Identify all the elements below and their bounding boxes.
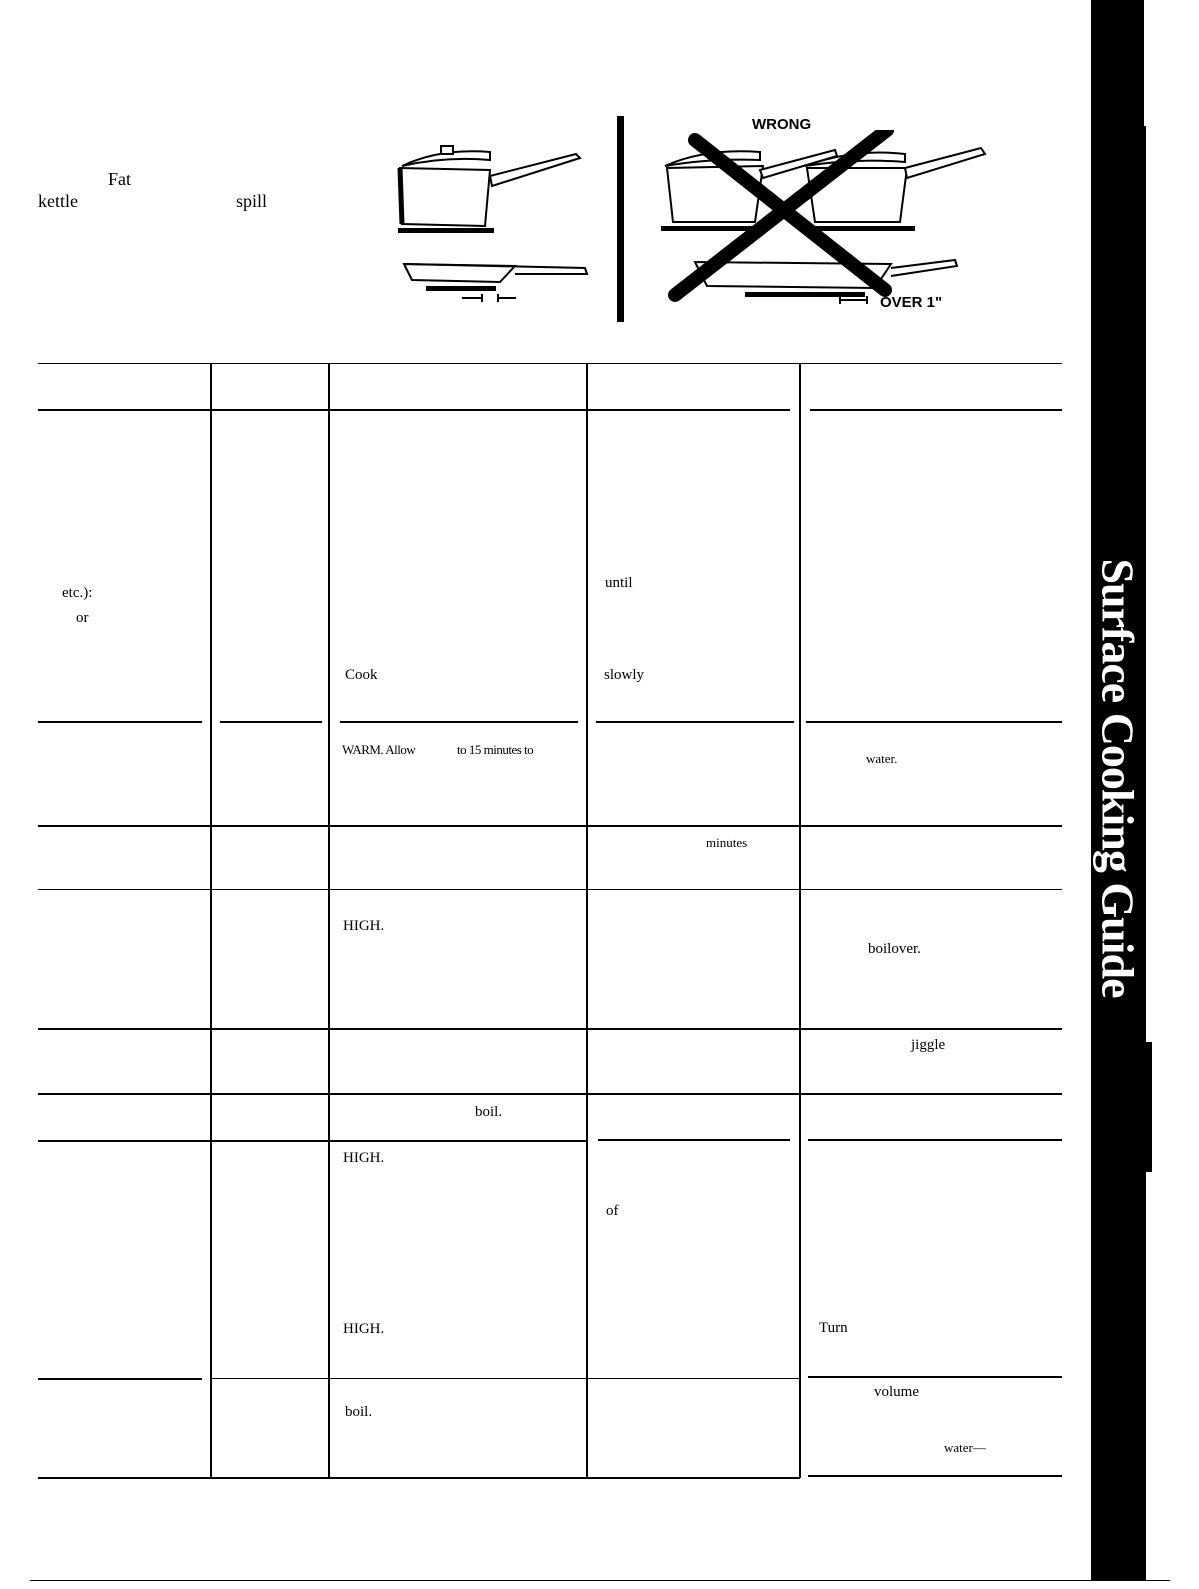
table-header-rule-right: [810, 409, 1062, 411]
table-fragment: boil.: [345, 1404, 373, 1420]
table-row-rule: [806, 721, 1062, 723]
table-row-rule: [210, 1378, 800, 1379]
side-tab-notch: [1144, 0, 1199, 126]
table-row-rule: [598, 1139, 790, 1141]
table-row-rule: [38, 1378, 202, 1380]
table-fragment: until: [605, 575, 633, 591]
table-row-rule: [38, 1140, 586, 1142]
table-bottom-rule: [38, 1477, 800, 1479]
table-fragment: or: [76, 610, 89, 626]
table-fragment: to 15 minutes to: [457, 742, 534, 757]
page-bottom-rule: [30, 1580, 1170, 1581]
table-fragment: water.: [866, 751, 898, 766]
table-row-rule: [38, 825, 1062, 827]
over-one-inch-label: OVER 1": [880, 294, 943, 311]
table-column-divider-1: [210, 364, 212, 1478]
table-bottom-rule: [808, 1475, 1062, 1477]
table-row-rule: [220, 721, 322, 723]
table-top-rule: [38, 363, 1062, 364]
intro-word-spill: spill: [236, 191, 268, 211]
intro-word-kettle: kettle: [38, 191, 78, 211]
table-fragment: HIGH.: [343, 918, 385, 934]
table-fragment: HIGH.: [343, 1150, 385, 1166]
wrong-cookware-illustration: [655, 130, 995, 310]
table-fragment: jiggle: [911, 1037, 946, 1053]
table-fragment: of: [606, 1203, 619, 1219]
table-column-divider-4: [799, 364, 801, 1478]
side-tab-title: Surface Cooking Guide: [1092, 558, 1144, 998]
table-fragment: etc.):: [62, 585, 93, 601]
right-cookware-illustration: [390, 140, 600, 310]
table-row-rule: [38, 889, 1062, 890]
table-fragment: boilover.: [868, 941, 921, 957]
table-fragment: slowly: [604, 667, 645, 683]
illustration-divider: [617, 116, 624, 322]
wrong-label: WRONG: [752, 116, 812, 133]
table-row-rule: [38, 1028, 1062, 1030]
table-fragment: boil.: [475, 1104, 503, 1120]
table-fragment: Turn: [819, 1320, 848, 1336]
table-fragment: WARM. Allow: [342, 742, 416, 757]
table-row-rule: [808, 1139, 1062, 1141]
table-row-rule: [38, 721, 202, 723]
table-row-rule: [596, 721, 794, 723]
table-row-rule: [340, 721, 578, 723]
table-row-rule: [38, 1093, 1062, 1095]
table-row-rule: [808, 1376, 1062, 1378]
table-header-rule: [38, 409, 790, 411]
table-fragment: minutes: [706, 835, 748, 850]
table-fragment: HIGH.: [343, 1321, 385, 1337]
table-fragment: volume: [874, 1384, 919, 1400]
table-column-divider-3: [586, 364, 588, 1478]
table-fragment: Cook: [345, 667, 378, 683]
side-tab-edge: [1144, 1042, 1152, 1172]
intro-word-fat: Fat: [108, 169, 132, 189]
table-fragment: water—: [944, 1440, 986, 1455]
table-column-divider-2: [328, 364, 330, 1478]
